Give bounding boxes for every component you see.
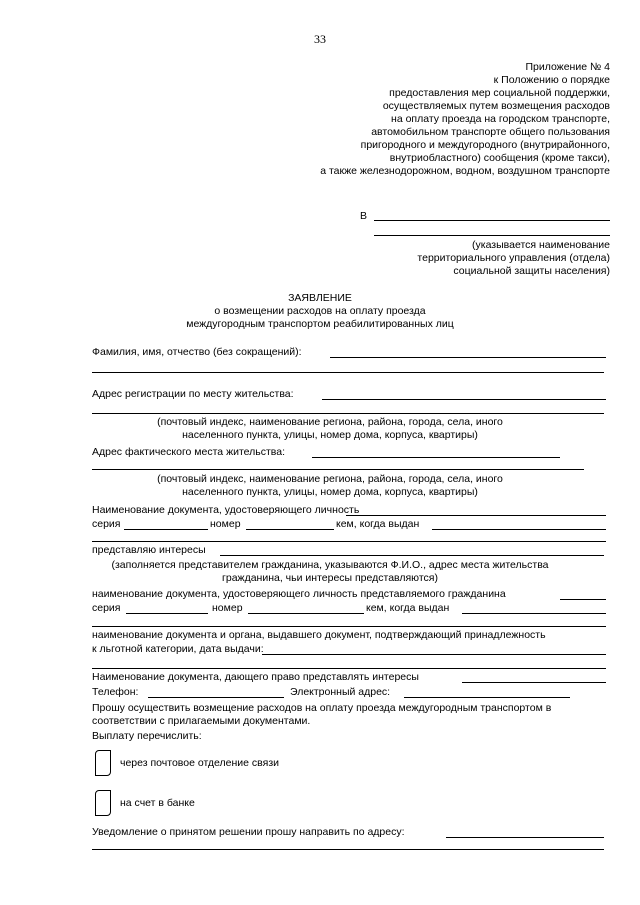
category-doc-label: наименование документа и органа, выдавшего документ, подтверждающий принадлежность (92, 629, 546, 641)
rep-id-doc-label: наименование документа, удостоверяющего личность представляемого гражданина (92, 588, 506, 600)
series-field[interactable] (124, 529, 208, 530)
series-label: серия (92, 518, 121, 530)
appendix-line: автомобильном транспорте общего пользования (371, 126, 610, 138)
addressee-field-2[interactable] (374, 235, 610, 236)
post-office-option-label: через почтовое отделение связи (120, 757, 279, 769)
appendix-line: пригородного и междугородного (внутрирайонного, (360, 139, 610, 151)
appendix-header (190, 61, 610, 178)
fio-field-2[interactable] (92, 372, 604, 373)
id-doc-field-2[interactable] (92, 541, 606, 542)
rep-id-doc-field-2[interactable] (92, 626, 606, 627)
title-heading: ЗАЯВЛЕНИЕ (288, 292, 352, 304)
bank-account-checkbox[interactable] (95, 790, 111, 816)
represent-field[interactable] (220, 555, 604, 556)
addressee-note-line: территориального управления (отдела) (417, 252, 610, 264)
appendix-line: а также железнодорожном, водном, воздушном транспорте (320, 165, 610, 177)
rep-issued-field[interactable] (462, 613, 606, 614)
actual-address-label: Адрес фактического места жительства: (92, 446, 286, 458)
appendix-line: осуществляемых путем возмещения расходов (382, 100, 610, 112)
request-text: Прошу осуществить возмещение расходов на оплату проезда междугородным транспортом в (92, 702, 552, 714)
page-number: 33 (314, 32, 326, 46)
rep-number-field[interactable] (248, 613, 364, 614)
number-label: номер (210, 518, 241, 530)
rep-series-label: серия (92, 602, 121, 614)
note-line: населенного пункта, улицы, номер дома, корпуса, квартиры) (182, 486, 478, 498)
rep-issued-label: кем, когда выдан (366, 602, 450, 614)
appendix-line: к Положению о порядке (493, 74, 610, 86)
appendix-line: внутриобластного) сообщения (кроме такси), (389, 152, 610, 164)
category-doc-label-2: к льготной категории, дата выдачи: (92, 643, 264, 655)
note-line: гражданина, чьи интересы представляются) (222, 572, 438, 584)
addressee-field[interactable] (374, 220, 610, 221)
rep-id-doc-field[interactable] (560, 599, 606, 600)
note-line: (почтовый индекс, наименование региона, района, города, села, иного (157, 416, 503, 428)
actual-address-note (60, 473, 600, 499)
rep-number-label: номер (212, 602, 243, 614)
reg-address-label: Адрес регистрации по месту жительства: (92, 388, 294, 400)
addressee-prefix: В (360, 210, 368, 222)
note-line: (заполняется представителем гражданина, указываются Ф.И.О., адрес места жительства (111, 559, 549, 571)
reg-address-field[interactable] (322, 399, 606, 400)
category-doc-field[interactable] (262, 654, 606, 655)
addressee-note-line: (указывается наименование (472, 239, 610, 251)
bank-account-option-label: на счет в банке (120, 797, 195, 809)
appendix-line: Приложение № 4 (525, 61, 610, 73)
appendix-line: на оплату проезда на городском транспорте, (391, 113, 610, 125)
addressee-note (310, 239, 610, 278)
notify-field-2[interactable] (92, 849, 604, 850)
rep-series-field[interactable] (126, 613, 208, 614)
category-doc-field-2[interactable] (92, 668, 606, 669)
title-line: междугородным транспортом реабилитированных лиц (186, 318, 454, 330)
number-field[interactable] (246, 529, 334, 530)
issued-field[interactable] (432, 529, 606, 530)
fio-label: Фамилия, имя, отчество (без сокращений): (92, 346, 302, 358)
payout-label: Выплату перечислить: (92, 730, 202, 742)
actual-address-field-2[interactable] (92, 469, 584, 470)
represent-label: представляю интересы (92, 544, 206, 556)
fio-field[interactable] (330, 357, 606, 358)
email-field[interactable] (404, 697, 570, 698)
request-text-2: соответствии с прилагаемыми документами. (92, 715, 311, 727)
post-office-checkbox[interactable] (95, 750, 111, 776)
title-line: о возмещении расходов на оплату проезда (214, 305, 426, 317)
id-doc-label: Наименование документа, удостоверяющего личность (92, 504, 360, 516)
id-doc-field[interactable] (346, 515, 606, 516)
note-line: населенного пункта, улицы, номер дома, корпуса, квартиры) (182, 429, 478, 441)
actual-address-field[interactable] (312, 457, 560, 458)
notify-field[interactable] (446, 837, 604, 838)
email-label: Электронный адрес: (290, 686, 391, 698)
authority-doc-label: Наименование документа, дающего право представлять интересы (92, 671, 419, 683)
reg-address-field-2[interactable] (92, 413, 604, 414)
note-line: (почтовый индекс, наименование региона, района, города, села, иного (157, 473, 503, 485)
phone-label: Телефон: (92, 686, 139, 698)
appendix-line: предоставления мер социальной поддержки, (389, 87, 610, 99)
represent-note (60, 559, 600, 585)
authority-doc-field[interactable] (462, 682, 606, 683)
phone-field[interactable] (148, 697, 284, 698)
issued-label: кем, когда выдан (336, 518, 420, 530)
addressee-note-line: социальной защиты населения) (453, 265, 610, 277)
reg-address-note (60, 416, 600, 442)
notify-label: Уведомление о принятом решении прошу направить по адресу: (92, 826, 405, 838)
document-title (0, 292, 640, 331)
